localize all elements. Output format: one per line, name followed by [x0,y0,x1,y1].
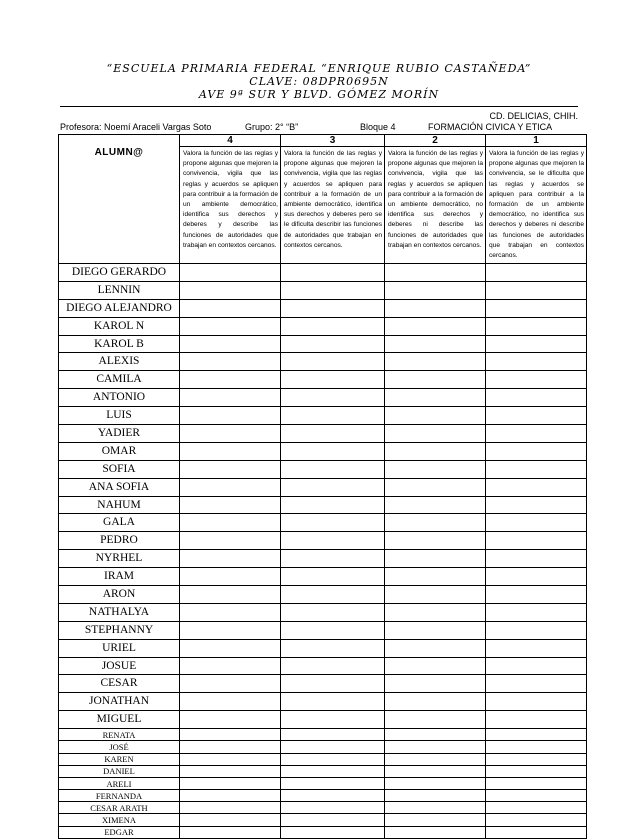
grade-cell[interactable] [486,442,587,460]
grade-cell[interactable] [180,407,281,425]
grade-cell[interactable] [385,741,486,753]
table-row [59,765,587,777]
grade-cell[interactable] [486,335,587,353]
grade-cell[interactable] [180,353,281,371]
table-row [59,693,587,711]
table-row [59,741,587,753]
grade-cell[interactable] [281,621,385,639]
grade-cell[interactable] [486,299,587,317]
school-name: “ESCUELA PRIMARIA FEDERAL “ENRIQUE RUBIO CASTAÑEDA” [106,62,532,75]
student-name: ANA SOFIA [59,478,180,496]
grade-cell[interactable] [385,753,486,765]
school-address: AVE 9ª SUR Y BLVD. GÓMEZ MORÍN [198,88,440,101]
student-name: ARON [59,586,180,604]
student-name: KAROL B [59,335,180,353]
grade-cell[interactable] [281,281,385,299]
student-column-header: ALUMN@ [59,135,180,264]
grade-cell[interactable] [486,603,587,621]
level-2-description: Valora la función de las reglas y propone algunas que mejoren la convivencia, vigila que las reglas y acuerdos se apliquen para contribuir a la formación de un ambiente democrático, no identifica sus derechos y deberes ni describe las funciones de autoridades que trabajan en contextos cercanos. [388,150,483,249]
grade-cell[interactable] [385,460,486,478]
student-name: CESAR [59,675,180,693]
grade-cell[interactable] [180,657,281,675]
grade-cell[interactable] [385,675,486,693]
grade-cell[interactable] [180,802,281,814]
grade-cell[interactable] [486,802,587,814]
grade-cell[interactable] [281,790,385,802]
student-name: PEDRO [59,532,180,550]
grade-cell[interactable] [281,389,385,407]
school-code: CLAVE: 08DPR0695N [249,75,389,88]
grade-cell[interactable] [281,478,385,496]
grade-cell[interactable] [281,741,385,753]
table-row [59,711,587,729]
grade-cell[interactable] [486,586,587,604]
teacher-label: Profesora: Noemí Araceli Vargas Soto [60,122,212,132]
table-row [59,442,587,460]
grade-cell[interactable] [385,353,486,371]
grade-cell[interactable] [180,814,281,826]
table-row [59,777,587,789]
student-name: LENNIN [59,281,180,299]
grade-cell[interactable] [180,753,281,765]
grade-cell[interactable] [486,407,587,425]
grade-cell[interactable] [486,657,587,675]
grade-cell[interactable] [486,425,587,443]
student-name: JONATHAN [59,693,180,711]
grade-cell[interactable] [486,790,587,802]
grade-cell[interactable] [281,765,385,777]
table-row [59,826,587,838]
grade-cell[interactable] [385,281,486,299]
grade-cell[interactable] [385,621,486,639]
table-row [59,425,587,443]
table-row [59,802,587,814]
grade-cell[interactable] [486,741,587,753]
grade-cell[interactable] [180,826,281,838]
grade-cell[interactable] [281,496,385,514]
grade-cell[interactable] [385,335,486,353]
grade-cell[interactable] [281,353,385,371]
grade-cell[interactable] [180,389,281,407]
grade-cell[interactable] [385,568,486,586]
table-row [59,496,587,514]
table-row [59,389,587,407]
grade-cell[interactable] [281,371,385,389]
grade-cell[interactable] [486,264,587,282]
grade-cell[interactable] [281,802,385,814]
student-name: KAREN [59,753,180,765]
grade-cell[interactable] [385,407,486,425]
student-name: DIEGO ALEJANDRO [59,299,180,317]
block-label: Bloque 4 [360,122,396,132]
table-row [59,814,587,826]
grade-cell[interactable] [385,371,486,389]
grade-cell[interactable] [486,389,587,407]
student-name: XIMENA [59,814,180,826]
grade-cell[interactable] [486,532,587,550]
student-name: KAROL N [59,317,180,335]
grade-cell[interactable] [281,568,385,586]
table-row [59,621,587,639]
grade-cell[interactable] [281,711,385,729]
grade-cell[interactable] [180,442,281,460]
student-name: YADIER [59,425,180,443]
grade-cell[interactable] [180,335,281,353]
grade-cell[interactable] [486,496,587,514]
grade-cell[interactable] [281,460,385,478]
grade-cell[interactable] [385,317,486,335]
rubric-table [58,134,587,839]
grade-cell[interactable] [385,826,486,838]
grade-cell[interactable] [486,777,587,789]
grade-cell[interactable] [281,826,385,838]
grade-cell[interactable] [281,675,385,693]
student-name: SOFIA [59,460,180,478]
student-name: DANIEL [59,765,180,777]
student-name: NATHALYA [59,603,180,621]
grade-cell[interactable] [385,657,486,675]
table-row [59,299,587,317]
grade-cell[interactable] [486,353,587,371]
grade-cell[interactable] [180,693,281,711]
grade-cell[interactable] [281,657,385,675]
table-row [59,460,587,478]
grade-cell[interactable] [180,621,281,639]
table-row [59,317,587,335]
score-2-header: 2 [385,135,486,147]
student-name: NYRHEL [59,550,180,568]
grade-cell[interactable] [180,281,281,299]
grade-cell[interactable] [281,777,385,789]
student-name: ALEXIS [59,353,180,371]
grade-cell[interactable] [281,425,385,443]
grade-cell[interactable] [385,389,486,407]
student-name: STEPHANNY [59,621,180,639]
grade-cell[interactable] [180,514,281,532]
table-row [59,353,587,371]
grade-cell[interactable] [180,639,281,657]
grade-cell[interactable] [180,790,281,802]
grade-cell[interactable] [486,693,587,711]
grade-cell[interactable] [486,765,587,777]
student-name: FERNANDA [59,790,180,802]
student-name: JOSÉ [59,741,180,753]
table-row [59,532,587,550]
grade-cell[interactable] [281,753,385,765]
score-4-header: 4 [180,135,281,147]
subject-label: FORMACIÓN CIVICA Y ETICA [428,122,553,132]
grade-cell[interactable] [180,711,281,729]
grade-cell[interactable] [281,317,385,335]
grade-cell[interactable] [385,550,486,568]
grade-cell[interactable] [385,532,486,550]
grade-cell[interactable] [385,693,486,711]
city-label: CD. DELICIAS, CHIH. [489,111,578,121]
grade-cell[interactable] [486,814,587,826]
grade-cell[interactable] [180,264,281,282]
grade-cell[interactable] [281,264,385,282]
grade-cell[interactable] [281,407,385,425]
student-name: URIEL [59,639,180,657]
table-row [59,550,587,568]
grade-cell[interactable] [385,729,486,741]
grade-cell[interactable] [180,586,281,604]
table-row [59,753,587,765]
grade-cell[interactable] [385,264,486,282]
grade-cell[interactable] [385,814,486,826]
grade-cell[interactable] [180,425,281,443]
grade-cell[interactable] [486,826,587,838]
student-name: IRAM [59,568,180,586]
student-name: OMAR [59,442,180,460]
grade-cell[interactable] [180,371,281,389]
grade-cell[interactable] [486,281,587,299]
table-row [59,729,587,741]
grade-cell[interactable] [385,478,486,496]
table-row [59,478,587,496]
grade-cell[interactable] [281,532,385,550]
grade-cell[interactable] [180,777,281,789]
student-name: CESAR ARATH [59,802,180,814]
student-name: DIEGO GERARDO [59,264,180,282]
grade-cell[interactable] [281,442,385,460]
student-name: LUIS [59,407,180,425]
grade-cell[interactable] [281,299,385,317]
student-name: JOSUE [59,657,180,675]
grade-cell[interactable] [180,550,281,568]
grade-cell[interactable] [385,425,486,443]
grade-cell[interactable] [281,550,385,568]
grade-cell[interactable] [281,586,385,604]
table-row [59,371,587,389]
student-name: CAMILA [59,371,180,389]
level-3-description: Valora la función de las reglas y propone algunas que mejoren la convivencia, vigila que las reglas y acuerdos se apliquen para contribuir a la formación de un ambiente democrático, identifica sus derechos y deberes pero se le dificulta describir las funciones de autoridades que trabajan en contextos cercanos. [284,150,382,249]
grade-cell[interactable] [385,765,486,777]
grade-cell[interactable] [180,460,281,478]
grade-cell[interactable] [486,317,587,335]
grade-cell[interactable] [385,802,486,814]
grade-cell[interactable] [180,729,281,741]
grade-cell[interactable] [281,335,385,353]
student-name: EDGAR [59,826,180,838]
grade-cell[interactable] [486,371,587,389]
grade-cell[interactable] [385,496,486,514]
student-name: ANTONIO [59,389,180,407]
grade-cell[interactable] [281,729,385,741]
group-label: Grupo: 2° “B” [245,122,299,132]
grade-cell[interactable] [180,299,281,317]
student-name: RENATA [59,729,180,741]
table-row [59,586,587,604]
grade-cell[interactable] [281,514,385,532]
table-row [59,675,587,693]
student-name: GALA [59,514,180,532]
grade-cell[interactable] [486,729,587,741]
table-row [59,264,587,282]
grade-cell[interactable] [180,675,281,693]
table-row [59,407,587,425]
grade-cell[interactable] [486,621,587,639]
grade-cell[interactable] [385,639,486,657]
grade-cell[interactable] [385,299,486,317]
grade-cell[interactable] [180,478,281,496]
grade-cell[interactable] [180,317,281,335]
grade-cell[interactable] [385,711,486,729]
header-divider [60,106,578,107]
grade-cell[interactable] [281,639,385,657]
grade-cell[interactable] [281,693,385,711]
grade-cell[interactable] [180,496,281,514]
table-row [59,335,587,353]
table-row [59,639,587,657]
grade-cell[interactable] [385,586,486,604]
grade-cell[interactable] [385,777,486,789]
grade-cell[interactable] [385,442,486,460]
level-1-description: Valora la función de las reglas y propone algunas que mejoren la convivencia, se le dificulta que las reglas y acuerdos se apliquen para contribuir a la formación de un ambiente democrático, no identifica sus derechos y deberes ni describe las funciones de autoridades que trabajan en contextos cercanos. [489,150,584,260]
table-row [59,603,587,621]
grade-cell[interactable] [385,603,486,621]
grade-cell[interactable] [180,568,281,586]
grade-cell[interactable] [486,711,587,729]
student-name: MIGUEL [59,711,180,729]
table-row [59,568,587,586]
grade-cell[interactable] [385,514,486,532]
table-row [59,657,587,675]
grade-cell[interactable] [486,478,587,496]
grade-cell[interactable] [486,514,587,532]
grade-cell[interactable] [486,460,587,478]
grade-cell[interactable] [486,550,587,568]
grade-cell[interactable] [180,603,281,621]
score-3-header: 3 [281,135,385,147]
table-row [59,790,587,802]
grade-cell[interactable] [486,675,587,693]
grade-cell[interactable] [385,790,486,802]
grade-cell[interactable] [281,814,385,826]
level-4-description: Valora la función de las reglas y propone algunas que mejoren la convivencia, vigila que las reglas y acuerdos se apliquen para contribuir a la formación de un ambiente democrático, identifica sus derechos y deberes y describe las funciones de autoridades que trabajan en contextos cercanos. [183,150,278,249]
student-name: ARELI [59,777,180,789]
grade-cell[interactable] [281,603,385,621]
grade-cell[interactable] [486,568,587,586]
table-row [59,281,587,299]
score-1-header: 1 [486,135,587,147]
grade-cell[interactable] [180,532,281,550]
student-name: NAHUM [59,496,180,514]
table-row [59,514,587,532]
grade-cell[interactable] [486,639,587,657]
grade-cell[interactable] [180,765,281,777]
grade-cell[interactable] [180,741,281,753]
grade-cell[interactable] [486,753,587,765]
